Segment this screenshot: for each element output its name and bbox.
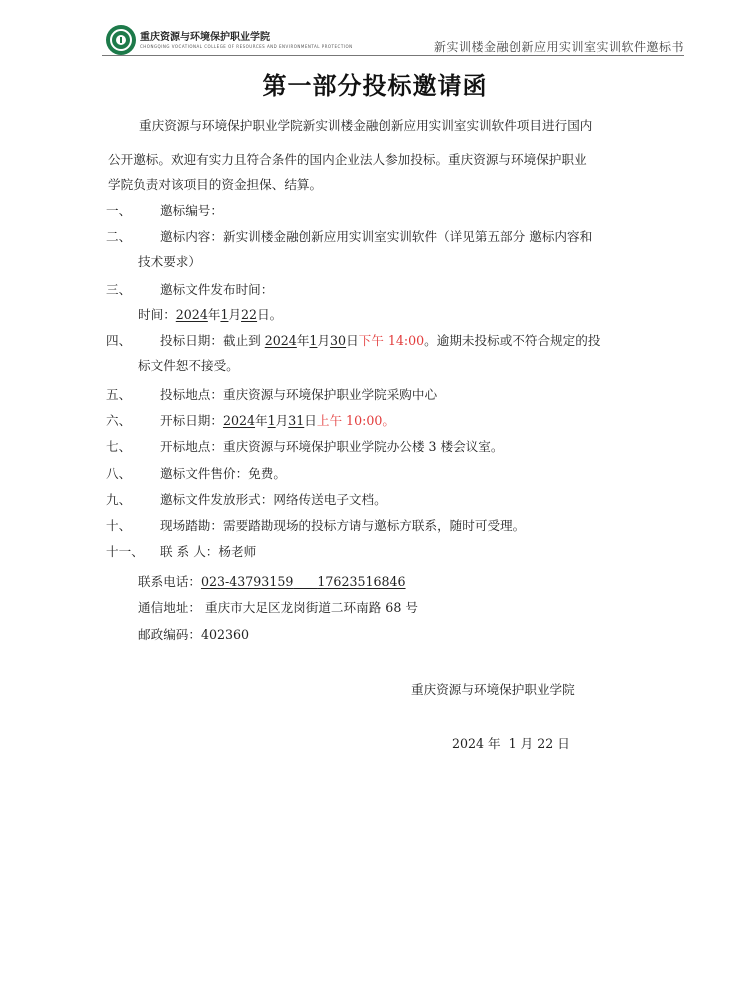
- release-day: 22: [241, 307, 258, 322]
- phone-number-2: 17623516846: [317, 574, 406, 589]
- item-label: 开标地点：: [160, 439, 223, 454]
- item-opening-location: [160, 439, 503, 455]
- intro-line-1: 重庆资源与环境保护职业学院新实训楼金融创新应用实训室实训软件项目进行国内: [139, 118, 593, 133]
- item-value: 免费。: [248, 466, 286, 481]
- deadline-prefix: 截止到: [222, 333, 261, 348]
- intro-line-3: 学院负责对该项目的资金担保、结算。: [108, 177, 323, 192]
- item-value: 杨老师: [218, 544, 257, 559]
- day-unit: 日: [346, 333, 359, 348]
- item-number: 十一、: [106, 544, 144, 559]
- bid-year: 2024: [264, 333, 297, 348]
- month-unit: 月: [275, 413, 289, 428]
- day-unit: 日: [304, 413, 317, 428]
- item-label: 邀标文件发放形式：: [160, 492, 274, 507]
- school-emblem-icon: [106, 25, 136, 55]
- opening-month: 1: [267, 413, 276, 428]
- item-label: 开标日期：: [160, 413, 223, 428]
- header-divider: [102, 55, 684, 56]
- opening-day: 31: [288, 413, 305, 428]
- item-release-time: 邀标文件发布时间：: [160, 282, 274, 297]
- item-number: 三、: [106, 282, 132, 297]
- day-unit: 日。: [257, 307, 283, 322]
- item-distribution: [160, 492, 387, 508]
- item-number: 九、: [106, 492, 132, 507]
- item-contact-person: [160, 544, 256, 560]
- postcode-value: 402360: [200, 627, 250, 642]
- release-month: 1: [220, 307, 229, 322]
- item-label: 邀标编号：: [160, 203, 223, 218]
- phone-number-1: 023-43793159: [200, 574, 294, 589]
- month-unit: 月: [228, 307, 242, 322]
- item-bid-date-cont: 标文件恕不接受。: [138, 358, 239, 373]
- item-price: [160, 466, 286, 482]
- contact-address: [138, 600, 418, 616]
- item-value: 新实训楼金融创新应用实训室实训软件（详见第五部分 邀标内容和: [222, 229, 593, 244]
- item-number: 二、: [106, 229, 132, 244]
- contact-postcode: [138, 627, 249, 643]
- opening-year: 2024: [222, 413, 256, 428]
- year-unit: 年: [255, 413, 268, 428]
- opening-time: 上午 10:00。: [316, 413, 395, 428]
- item-number: 一、: [106, 203, 132, 218]
- bid-deadline-time: 下午 14:00: [358, 333, 425, 348]
- header-school-name-en: CHONGQING VOCATIONAL COLLEGE OF RESOURCES AND ENVIRONMENTAL PROTECTION: [140, 44, 353, 49]
- item-number: 五、: [106, 387, 132, 402]
- signature-date: 2024 年 1 月 22 日: [452, 736, 570, 751]
- item-invite-content: [160, 229, 592, 245]
- bid-month: 1: [309, 333, 318, 348]
- year-unit: 年: [207, 307, 221, 322]
- time-label: 时间：: [138, 307, 176, 322]
- postcode-label: 邮政编码：: [138, 627, 201, 642]
- header-school-name: 重庆资源与环境保护职业学院: [140, 32, 270, 43]
- item-label: 邀标文件售价：: [160, 466, 249, 481]
- item-label: 联 系 人：: [160, 544, 219, 559]
- item-number: 六、: [106, 413, 132, 428]
- item-site-visit: [160, 518, 525, 534]
- address-label: 通信地址：: [138, 600, 201, 615]
- release-year: 2024: [175, 307, 208, 322]
- phone-spacer: [293, 574, 317, 589]
- month-unit: 月: [317, 333, 331, 348]
- item-opening-date: [160, 413, 395, 429]
- item-number: 八、: [106, 466, 132, 481]
- year-unit: 年: [296, 333, 310, 348]
- item-label: 投标日期：: [160, 333, 223, 348]
- address-value: 重庆市大足区龙岗街道二环南路 68 号: [204, 600, 418, 615]
- item-label: 现场踏勘：: [160, 518, 223, 533]
- item-label: 邀标内容：: [160, 229, 223, 244]
- release-time-value: [138, 307, 282, 323]
- item-bid-location: [160, 387, 437, 403]
- item-value: 网络传送电子文档。: [273, 492, 387, 507]
- item-invite-number: [160, 203, 223, 219]
- item-number: 四、: [106, 333, 132, 348]
- bid-deadline-note: 。逾期未投标或不符合规定的投: [424, 333, 601, 348]
- item-bid-date: [160, 333, 600, 349]
- phone-label: 联系电话：: [138, 574, 201, 589]
- item-number: 十、: [106, 518, 132, 533]
- item-invite-content-cont: 技术要求）: [138, 254, 201, 269]
- intro-line-2: 公开邀标。欢迎有实力且符合条件的国内企业法人参加投标。重庆资源与环境保护职业: [108, 152, 587, 167]
- bid-day: 30: [330, 333, 347, 348]
- item-value: 重庆资源与环境保护职业学院办公楼 3 楼会议室。: [222, 439, 504, 454]
- signature-organization: 重庆资源与环境保护职业学院: [411, 682, 575, 697]
- item-label: 投标地点：: [160, 387, 223, 402]
- contact-phone: [138, 574, 406, 590]
- item-number: 七、: [106, 439, 132, 454]
- header-document-name: 新实训楼金融创新应用实训室实训软件邀标书: [433, 40, 684, 54]
- page-title: 第一部分投标邀请函: [262, 72, 488, 100]
- item-value: 重庆资源与环境保护职业学院采购中心: [222, 387, 438, 402]
- item-value: 需要踏勘现场的投标方请与邀标方联系，随时可受理。: [222, 518, 526, 533]
